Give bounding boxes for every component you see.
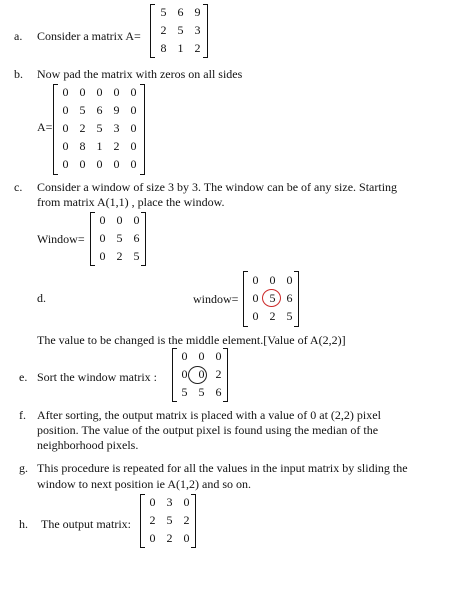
matrix-cell: 9 [113, 103, 120, 117]
matrix-cell: 0 [62, 85, 69, 99]
matrix-cell: 0 [183, 531, 190, 545]
item-g-line1: This procedure is repeated for all the values in the input matrix by sliding the [37, 461, 408, 475]
matrix-cell: 5 [286, 309, 293, 323]
matrix-cell: 5 [198, 385, 205, 399]
matrix-cell: 0 [62, 103, 69, 117]
matrix-cell: 0 [62, 157, 69, 171]
matrix-cell: 5 [269, 291, 276, 305]
matrix-cell: 2 [116, 249, 123, 263]
matrix-h [140, 494, 196, 548]
matrix-cell: 2 [79, 121, 86, 135]
item-b-text: Now pad the matrix with zeros on all sides [37, 67, 243, 81]
item-f-label: f. [19, 408, 26, 422]
matrix-cell: 5 [160, 5, 167, 19]
item-c-line2: from matrix A(1,1) , place the window. [37, 195, 225, 209]
matrix-c-prefix: Window= [37, 232, 85, 246]
item-g-label: g. [19, 461, 28, 475]
matrix-cell: 2 [113, 139, 120, 153]
matrix-cell: 6 [96, 103, 103, 117]
matrix-cell: 2 [194, 41, 201, 55]
matrix-cell: 0 [130, 139, 137, 153]
matrix-cell: 5 [166, 513, 173, 527]
item-e-text: Sort the window matrix : [37, 370, 157, 384]
matrix-cell: 6 [177, 5, 184, 19]
matrix-cell: 0 [252, 273, 259, 287]
matrix-b [53, 84, 145, 175]
matrix-cell: 0 [130, 121, 137, 135]
matrix-cell: 5 [96, 121, 103, 135]
matrix-cell: 0 [96, 85, 103, 99]
matrix-cell: 0 [130, 157, 137, 171]
matrix-cell: 3 [166, 495, 173, 509]
matrix-cell: 6 [133, 231, 140, 245]
item-f-line1: After sorting, the output matrix is placed with a value of 0 at (2,2) pixel [37, 408, 381, 422]
matrix-d-prefix: window= [193, 292, 239, 306]
matrix-cell: 0 [181, 349, 188, 363]
item-h-text: The output matrix: [41, 517, 131, 531]
matrix-cell: 0 [130, 103, 137, 117]
matrix-cell: 5 [177, 23, 184, 37]
matrix-cell: 0 [149, 531, 156, 545]
item-d-label: d. [37, 291, 46, 305]
matrix-cell: 5 [133, 249, 140, 263]
matrix-cell: 2 [269, 309, 276, 323]
matrix-cell: 0 [252, 291, 259, 305]
matrix-cell: 0 [252, 309, 259, 323]
matrix-b-prefix: A= [37, 120, 53, 134]
matrix-cell: 0 [198, 349, 205, 363]
matrix-cell: 8 [79, 139, 86, 153]
matrix-cell: 0 [116, 213, 123, 227]
matrix-cell: 0 [149, 495, 156, 509]
matrix-cell: 8 [160, 41, 167, 55]
item-a-label: a. [14, 29, 23, 43]
matrix-cell: 0 [99, 249, 106, 263]
matrix-cell: 0 [198, 367, 205, 381]
matrix-cell: 2 [183, 513, 190, 527]
matrix-c [90, 212, 146, 266]
item-d-note: The value to be changed is the middle element.[Value of A(2,2)] [37, 333, 346, 347]
item-f-line3: neighborhood pixels. [37, 438, 139, 452]
matrix-cell: 1 [177, 41, 184, 55]
matrix-cell: 5 [79, 103, 86, 117]
item-g-line2: window to next position ie A(1,2) and so on. [37, 477, 251, 491]
matrix-cell: 3 [194, 23, 201, 37]
matrix-cell: 2 [149, 513, 156, 527]
matrix-cell: 0 [130, 85, 137, 99]
matrix-cell: 0 [133, 213, 140, 227]
matrix-cell: 0 [99, 231, 106, 245]
matrix-a [150, 4, 208, 58]
item-f-line2: position. The value of the output pixel is found using the median of the [37, 423, 379, 437]
item-a-text: Consider a matrix A= [37, 29, 141, 43]
matrix-cell: 6 [286, 291, 293, 305]
matrix-cell: 3 [113, 121, 120, 135]
matrix-cell: 2 [160, 23, 167, 37]
matrix-cell: 9 [194, 5, 201, 19]
matrix-cell: 1 [96, 139, 103, 153]
matrix-cell: 0 [79, 157, 86, 171]
matrix-cell: 0 [62, 121, 69, 135]
matrix-cell: 0 [215, 349, 222, 363]
matrix-cell: 0 [286, 273, 293, 287]
item-c-line1: Consider a window of size 3 by 3. The window can be of any size. Starting [37, 180, 398, 194]
matrix-cell: 0 [99, 213, 106, 227]
highlight-circle [262, 289, 281, 307]
matrix-cell: 2 [166, 531, 173, 545]
matrix-cell: 0 [181, 367, 188, 381]
item-b-label: b. [14, 67, 23, 81]
matrix-cell: 2 [215, 367, 222, 381]
matrix-cell: 0 [113, 85, 120, 99]
matrix-cell: 0 [269, 273, 276, 287]
matrix-cell: 0 [113, 157, 120, 171]
matrix-cell: 0 [62, 139, 69, 153]
item-e-label: e. [19, 370, 28, 384]
matrix-cell: 5 [116, 231, 123, 245]
item-c-label: c. [14, 180, 23, 194]
sorted-circle [188, 366, 207, 384]
matrix-cell: 5 [181, 385, 188, 399]
matrix-cell: 6 [215, 385, 222, 399]
item-h-label: h. [19, 517, 28, 531]
matrix-cell: 0 [96, 157, 103, 171]
matrix-cell: 0 [183, 495, 190, 509]
matrix-cell: 0 [79, 85, 86, 99]
